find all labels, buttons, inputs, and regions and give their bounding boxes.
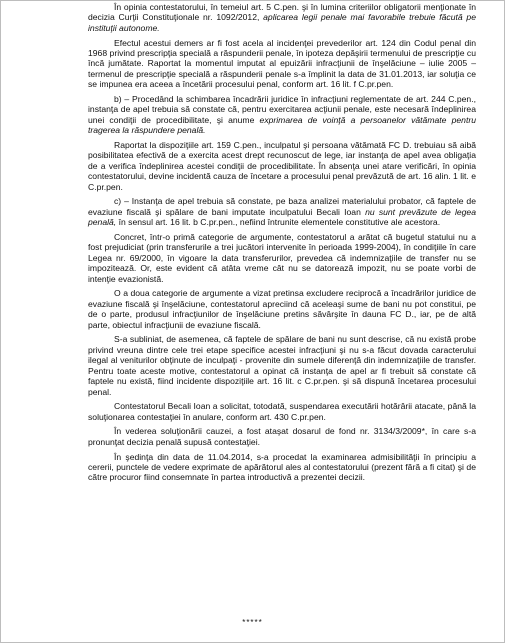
paragraph (88, 452, 476, 483)
text-run: O a doua categorie de argumente a vizat pretinsa excludere reciprocă a încadrărilor juridice de evaziune fiscală şi înşelăciune, contestatorul apreciind că aceleaşi sume de bani nu pot constitui, pe de o parte, produsul infracţiunilor de înşelăciune pretins săvârşite în dauna FC D., iar, pe de altă parte, obiectul infracţiunii de evaziune fiscală. (88, 288, 476, 330)
text-run: Efectul acestui demers ar fi fost acela al incidenţei prevederilor art. 124 din Codul penal din 1968 privind prescripţia specială a răspunderii penale, în ipoteza depăşirii termenului de prescripţie cu încă jumătate. Raportat la momentul imputat al epuizării infracţiunii de înşelăciune – iulie 2005 – termenul de prescripţie specială a răspunderii penale s-a împlinit la data de 31.01.2013, iar soluţia ce se impunea era aceea a încetării procesului penal, conform art. 16 lit. f C.pr.pen. (88, 37, 476, 90)
text-run: Raportat la dispoziţiile art. 159 C.pen., inculpatul şi persoana vătămată FC D. trebuiau să aibă posibilitatea efectivă de a exercita acest drept recunoscut de lege, iar instanţa de apel avea obligaţia de a verifica îndeplinirea acestei condiţii de procedibilitate. În absenţa unei atare verificări, în opinia contestatorului, devine incidentă cauza de încetare a procesului penal prevăzută de art. 16 alin. 1 lit. e C.pr.pen. (88, 140, 476, 192)
text-run: Contestatorul Becali Ioan a solicitat, totodată, suspendarea executării hotărârii atacate, până la soluţionarea contestaţiei în anulare, conform art. 430 C.pr.pen. (88, 401, 476, 422)
document-body (88, 2, 476, 487)
paragraph (88, 426, 476, 447)
paragraph (88, 401, 476, 422)
text-run: în sensul art. 16 lit. b C.pr.pen., nefiind întrunite elementele constitutive ale acestora. (116, 217, 441, 228)
paragraph (88, 334, 476, 397)
italic-text: aplicarea legii penale mai favorabile trebuie făcută pe instituţii autonome. (88, 12, 476, 33)
text-run: b) – Procedând la schimbarea încadrării juridice în infracţiuni reglementate de art. 244 C.pen., instanţa de apel trebuia să constate că, pentru exercitarea acţiunii penale, este necesară îndeplinirea unei condiţii de procedibilitate, şi anume (88, 94, 476, 125)
paragraph (88, 38, 476, 90)
end-mark: ***** (242, 618, 263, 627)
paragraph (88, 2, 476, 33)
paragraph (88, 196, 476, 227)
text-run: În şedinţa din data de 11.04.2014, s-a procedat la examinarea admisibilităţii în principiu a cererii, punctele de vedere exprimate de apărătorul ales al contestatorului (prezent fără a fi citat) şi de către procuror fiind consemnate în partea introductivă a prezentei decizii. (88, 451, 476, 483)
text-run: În opinia contestatorului, în temeiul art. 5 C.pen. şi în lumina criteriilor obligatorii menţionate în decizia Curţii Constituţionale nr. 1092/2012, (88, 2, 476, 23)
text-run: c) – Instanţa de apel trebuia să constate, pe baza analizei materialului probator, că faptele de evaziune fiscală şi spălare de bani imputate inculpatului Becali Ioan (88, 196, 476, 217)
text-run: Concret, într-o primă categorie de argumente, contestatorul a arătat că bugetul statului nu a fost prejudiciat (prin transferurile a trei jucători intervenite în perioada 1999-2004), în condiţiile în care Legea nr. 69/2000, în vigoare la data transferurilor, prevedea că indemnizaţiile de transfer nu se impozitează. Or, este evident că atâta vreme cât nu se datorează impozit, nu se poate vorbi de intenţie evazionistă. (88, 232, 476, 284)
text-run: În vederea soluţionării cauzei, a fost ataşat dosarul de fond nr. 3134/3/2009*, în care s-a pronunţat decizia penală supusă contestaţiei. (88, 426, 476, 447)
paragraph (88, 288, 476, 330)
paragraph (88, 140, 476, 192)
text-run: S-a subliniat, de asemenea, că faptele de spălare de bani nu sunt descrise, că nu există probe privind vreuna dintre cele trei etape specifice acestei infracţiuni şi nu s-a făcut dovada caracterului ilegal al veniturilor obţinute de inculpaţi - provenite din sumele diferenţă din indemnizaţiile de transfer. Pentru toate aceste motive, contestatorul a opinat că instanţa de apel ar fi trebuit să constate că faptele nu există, fiind incidente dispoziţiile art. 16 lit. c C.pr.pen. şi să dispună încetarea procesului penal. (88, 334, 476, 397)
italic-text: exprimarea de voinţă a persoanelor vătămate pentru tragerea la răspundere penală. (88, 114, 476, 136)
paragraph (88, 94, 476, 136)
italic-text: nu sunt prevăzute de legea penală, (88, 206, 476, 228)
paragraph (88, 232, 476, 284)
